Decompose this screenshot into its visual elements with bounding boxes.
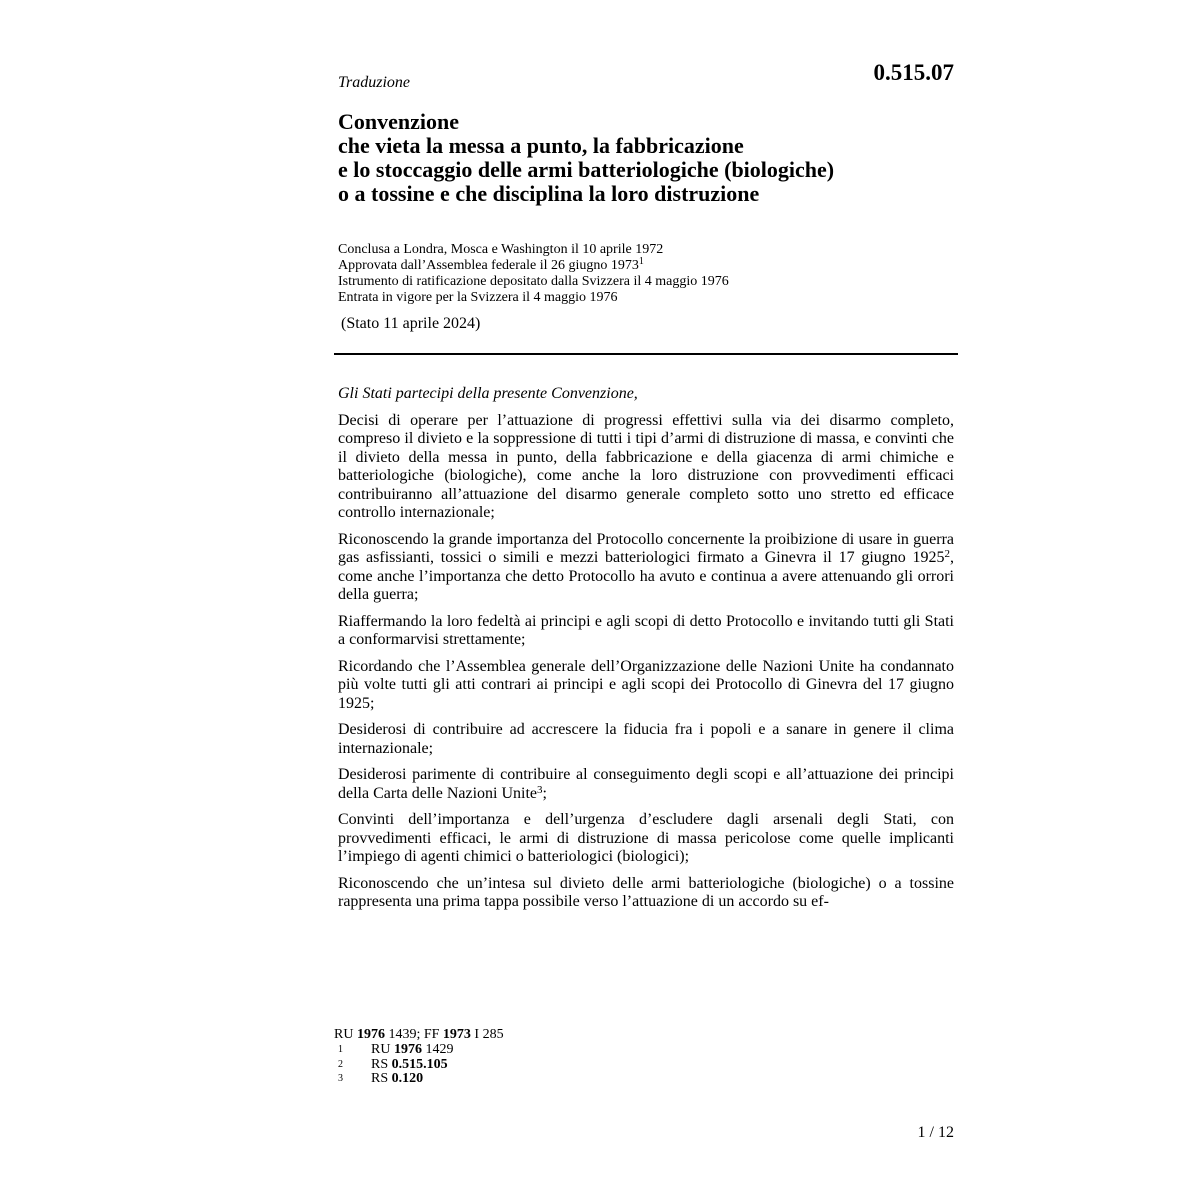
footnote-prefix: RU (371, 1042, 394, 1057)
paragraph-text: ; (542, 784, 547, 802)
footnote-ref[interactable]: 1 (638, 256, 644, 267)
footnote-number: 3 (338, 1073, 343, 1084)
footnote-item (334, 1058, 954, 1073)
footnote-ref[interactable]: 2 (944, 548, 950, 560)
footnote-item (334, 1043, 954, 1058)
document-metadata (338, 242, 958, 306)
footnote-prefix: RS (371, 1056, 392, 1072)
preamble-paragraph (338, 531, 954, 605)
footnote-text (371, 1043, 453, 1058)
source-ff-year: 1973 (442, 1027, 471, 1042)
approved-line (338, 258, 958, 274)
footnotes (334, 1027, 954, 1087)
footnote-text (371, 1058, 448, 1073)
paragraph-text: Riconoscendo la grande importanza del Protocollo concernente la proibizione di usare in guerra gas asfissianti, tossici o simili e mezzi batteriologici firmato a Ginevra il 17 giugno 1925 (338, 530, 954, 566)
approved-text: Approvata dall’Assemblea federale il 26 giugno 1973 (338, 258, 639, 273)
source-ru-page: 1439; FF (384, 1027, 443, 1042)
header-divider (334, 353, 958, 355)
source-reference (334, 1027, 954, 1043)
ratification-line: Istrumento di ratificazione depositato dalla Svizzera il 4 maggio 1976 (338, 274, 729, 289)
footnote-item (334, 1072, 954, 1087)
source-ru-prefix: RU (334, 1027, 357, 1042)
footnote-number: 1 (338, 1044, 343, 1055)
paragraph-text: Desiderosi parimente di contribuire al conseguimento degli scopi e all’attuazione dei principi della Carta delle Nazioni Unite (338, 766, 954, 802)
preamble-paragraph: Riconoscendo che un’intesa sul divieto delle armi batteriologiche (biologiche) o a tossine rappresenta una prima tappa possibile verso l’attuazione di un accordo su ef- (338, 874, 954, 910)
source-ru-year: 1976 (356, 1027, 385, 1042)
title-line: e lo stoccaggio delle armi batteriologiche (biologiche) (338, 157, 835, 182)
footnote-text (371, 1072, 423, 1087)
title-line: o a tossine e che disciplina la loro distruzione (338, 181, 760, 206)
footnote-bold[interactable]: 0.120 (391, 1071, 424, 1086)
footnote-bold[interactable]: 0.515.105 (391, 1056, 448, 1072)
footnote-number: 2 (338, 1058, 343, 1070)
preamble-paragraph: Riaffermando la loro fedeltà ai principi e agli scopi di detto Protocollo e invitando tutti gli Stati a conformarvisi strettamente; (338, 612, 954, 648)
footnote-prefix: RS (371, 1071, 392, 1086)
footnote-suffix: 1429 (421, 1042, 454, 1057)
title-line: Convenzione (338, 109, 459, 134)
footnote-bold[interactable]: 1976 (393, 1042, 422, 1057)
source-ff-page: I 285 (470, 1027, 504, 1042)
title-line: che vieta la messa a punto, la fabbricazione (338, 133, 744, 158)
document-title (338, 110, 978, 206)
preamble-paragraph: Convinti dell’importanza e dell’urgenza d’escludere dagli arsenali degli Stati, con provvedimenti efficaci, le armi di distruzione di massa pericolose come quelle implicanti l’impiego di agenti chimici o batteriologici (biologici); (338, 811, 954, 865)
concluded-line: Conclusa a Londra, Mosca e Washington il 10 aprile 1972 (338, 242, 664, 257)
document-number: 0.515.07 (873, 60, 954, 85)
preamble-paragraph: Desiderosi di contribuire ad accrescere la fiducia fra i popoli e a sanare in genere il clima internazionale; (338, 721, 954, 757)
preamble-intro: Gli Stati partecipi della presente Convenzione, (338, 385, 638, 402)
page-number: 1 / 12 (917, 1124, 954, 1141)
preamble-paragraph (338, 766, 954, 803)
paragraph-text: , come anche l’importanza che detto Protocollo ha avuto e continua a avere attenuando gli orrori della guerra; (338, 549, 954, 603)
in-force-line: Entrata in vigore per la Svizzera il 4 maggio 1976 (338, 290, 618, 305)
status-date: (Stato 11 aprile 2024) (341, 315, 481, 332)
preamble-paragraph: Ricordando che l’Assemblea generale dell’Organizzazione delle Nazioni Unite ha condannato più volte tutti gli atti contrari ai principi e agli scopi dei Protocollo di Ginevra del 17 giugno 1925; (338, 657, 954, 712)
translation-label: Traduzione (338, 74, 411, 91)
preamble (338, 385, 954, 920)
footnote-ref[interactable]: 3 (537, 783, 543, 796)
preamble-paragraph: Decisi di operare per l’attuazione di progressi effettivi sulla via dei disarmo completo, compreso il divieto e la soppressione di tutti i tipi d’armi di distruzione di massa, e convinti che il divieto della messa in punto, della fabbricazione e della giacenza di armi chimiche e batteriologiche (biologiche), come anche la loro distruzione con provvedimenti efficaci contribuiranno all’attuazione del disarmo generale completo sotto uno stretto ed efficace controllo internazionale; (338, 411, 954, 521)
